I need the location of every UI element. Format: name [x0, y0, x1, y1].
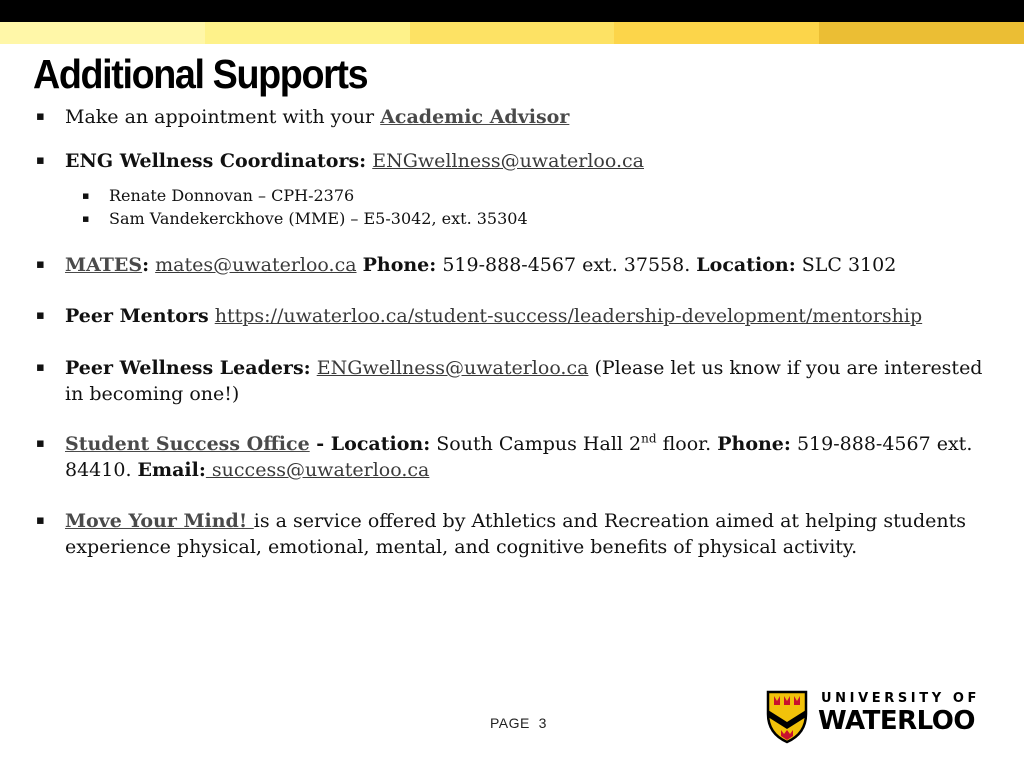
bullet-icon: ▪ — [36, 109, 45, 124]
gold-stripe-band — [0, 22, 1024, 44]
sso-email-link[interactable]: success@uwaterloo.ca — [205, 459, 430, 481]
sso-email-label: Email: — [137, 459, 206, 481]
mates-phone: 519-888-4567 ext. 37558. — [436, 254, 697, 276]
eng-wellness-label: ENG Wellness Coordinators: — [65, 150, 367, 172]
sub-item-renate — [82, 185, 354, 207]
peer-mentors-label: Peer Mentors — [65, 305, 209, 327]
item-mates — [36, 252, 986, 278]
page-number — [490, 715, 547, 731]
peer-wellness-label: Peer Wellness Leaders: — [65, 357, 311, 379]
sam-text: Sam Vandekerckhove (MME) – E5-3042, ext. 35304 — [109, 209, 528, 228]
peer-mentors-url-link[interactable]: https://uwaterloo.ca/student-success/leadership-development/mentorship — [214, 305, 923, 327]
item-move-your-mind — [36, 508, 986, 560]
item-peer-wellness — [36, 355, 986, 407]
sub-bullet-icon: ▪ — [82, 212, 90, 225]
sso-location-label: - Location: — [309, 433, 431, 455]
stripe-1 — [0, 22, 205, 44]
sso-location: South Campus Hall 2 — [430, 433, 642, 455]
waterloo-crest-icon — [766, 690, 808, 744]
mates-location-label: Location: — [696, 254, 796, 276]
renate-text: Renate Donnovan – CPH-2376 — [109, 186, 355, 205]
page-label: PAGE — [490, 715, 530, 731]
stripe-3 — [410, 22, 615, 44]
university-logo — [766, 688, 996, 748]
logo-line-waterloo: WATERLOO — [818, 706, 975, 736]
advisor-text: Make an appointment with your — [65, 106, 381, 128]
mates-location: SLC 3102 — [795, 254, 897, 276]
item-peer-mentors — [36, 303, 986, 329]
mates-colon: : — [142, 254, 150, 276]
stripe-2 — [205, 22, 410, 44]
sso-phone: 519-888-4567 ext. 84410. — [65, 433, 973, 481]
bullet-icon: ▪ — [36, 436, 45, 451]
student-success-link[interactable]: Student Success Office — [65, 433, 310, 455]
page-number-value: 3 — [538, 715, 547, 731]
move-your-mind-link[interactable]: Move Your Mind! — [65, 510, 254, 532]
peer-wellness-email-link[interactable]: ENGwellness@uwaterloo.ca — [316, 357, 589, 379]
mates-phone-label: Phone: — [362, 254, 437, 276]
item-academic-advisor — [36, 104, 986, 130]
item-eng-wellness — [36, 148, 986, 174]
sso-phone-label: Phone: — [717, 433, 791, 455]
academic-advisor-link[interactable]: Academic Advisor — [380, 106, 570, 128]
bullet-icon: ▪ — [36, 360, 45, 375]
stripe-4 — [614, 22, 819, 44]
item-student-success — [36, 431, 986, 483]
mates-email-link[interactable]: mates@uwaterloo.ca — [155, 254, 357, 276]
peer-wellness-note: (Please let us know if you are interested in becoming one!) — [65, 357, 983, 405]
top-black-bar — [0, 0, 1024, 22]
sso-floor: floor. — [656, 433, 718, 455]
bullet-icon: ▪ — [36, 513, 45, 528]
eng-wellness-email-link[interactable]: ENGwellness@uwaterloo.ca — [372, 150, 644, 172]
bullet-icon: ▪ — [36, 257, 45, 272]
slide-title: Additional Supports — [33, 51, 368, 97]
bullet-icon: ▪ — [36, 153, 45, 168]
mates-link[interactable]: MATES — [65, 254, 143, 276]
sub-item-sam — [82, 208, 528, 230]
stripe-5 — [819, 22, 1024, 44]
sub-bullet-icon: ▪ — [82, 189, 90, 202]
bullet-icon: ▪ — [36, 308, 45, 323]
sso-sup: nd — [641, 431, 657, 446]
logo-line-university-of: UNIVERSITY OF — [821, 691, 980, 706]
move-your-mind-desc: is a service offered by Athletics and Recreation aimed at helping students experience physical, emotional, mental, and cognitive benefits of physical activity. — [65, 510, 966, 558]
